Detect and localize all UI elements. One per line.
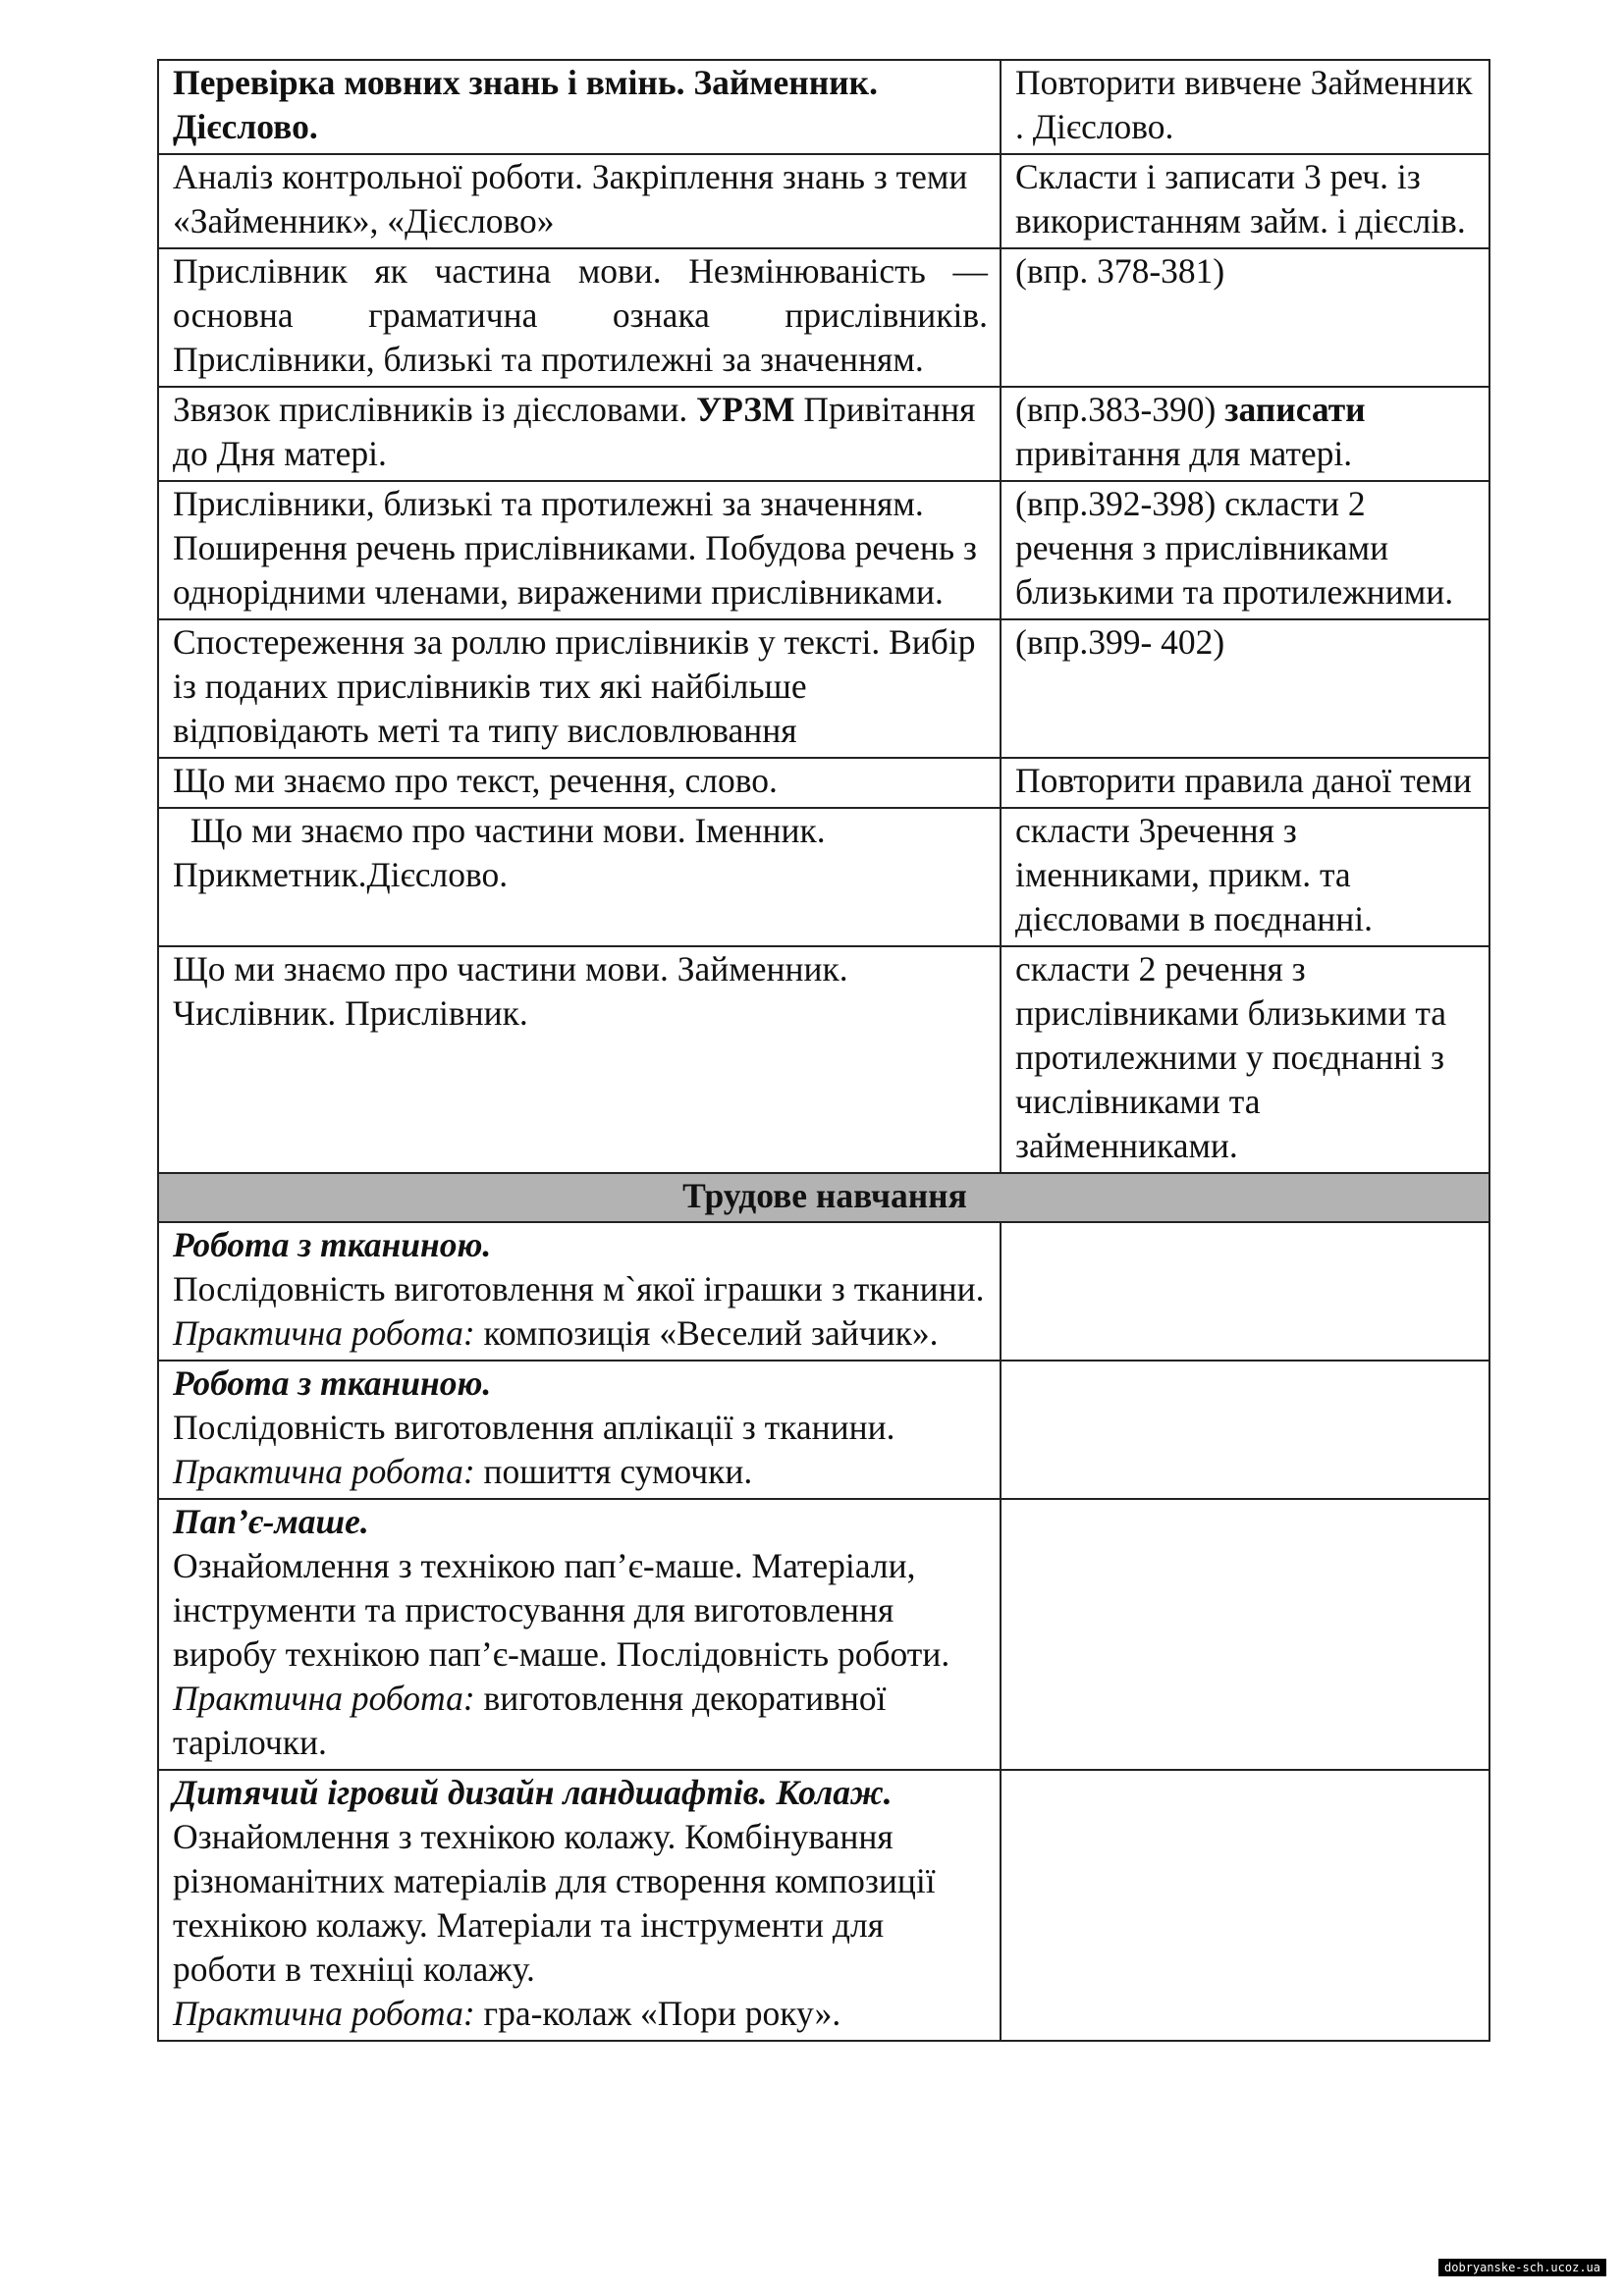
lesson-body: Ознайомлення з технікою пап’є-маше. Матеріали, інструменти та пристосування для виготовлення виробу технікою пап’є-маше. Послідовність роботи.: [173, 1546, 950, 1674]
homework-cell: [1001, 619, 1489, 758]
practical-label: Практична робота:: [173, 1313, 475, 1353]
homework-cell: [1001, 154, 1489, 248]
homework-cell: [1001, 1499, 1489, 1770]
section-header-row: [158, 1173, 1489, 1222]
topic-cell: [158, 808, 1001, 946]
practical-label: Практична робота:: [173, 1994, 475, 2033]
homework-cell: [1001, 387, 1489, 481]
table-row: [158, 60, 1489, 154]
homework-text: (впр.399- 402): [1015, 622, 1225, 662]
topic-cell: [158, 758, 1001, 808]
homework-cell: [1001, 758, 1489, 808]
topic-cell: [158, 60, 1001, 154]
table-row: [158, 946, 1489, 1173]
topic-text: Що ми знаємо про частини мови. Займенник. Числівник. Прислівник.: [173, 949, 848, 1033]
homework-cell: [1001, 1222, 1489, 1361]
lesson-body: Послідовність виготовлення аплікації з тканини.: [173, 1408, 895, 1447]
table-row: [158, 758, 1489, 808]
topic-cell: [158, 248, 1001, 387]
homework-text: скласти 2 речення з прислівниками близькими та протилежними у поєднанні з числівниками та займенниками.: [1015, 949, 1447, 1165]
topic-cell: [158, 154, 1001, 248]
topic-text-part: Привітання до Дня матері.: [173, 390, 976, 473]
topic-text: Що ми знаємо про частини мови. Іменник. Прикметник.Дієслово.: [173, 811, 835, 894]
practical-label: Практична робота:: [173, 1679, 475, 1718]
homework-cell: [1001, 946, 1489, 1173]
topic-text: Аналіз контрольної роботи. Закріплення знань з теми «Займенник», «Дієслово»: [173, 157, 968, 240]
homework-text: Повторити вивчене Займенник . Дієслово.: [1015, 63, 1473, 146]
homework-text: Повторити правила даної теми: [1015, 761, 1472, 800]
topic-cell: [158, 387, 1001, 481]
table-row: [158, 808, 1489, 946]
watermark: dobryanske-sch.ucoz.ua: [1438, 2259, 1606, 2276]
lesson-body: Ознайомлення з технікою колажу. Комбінування різноманітних матеріалів для створення композиції технікою колажу. Матеріали та інструменти для роботи в техніці колажу.: [173, 1817, 936, 1989]
table-row: [158, 154, 1489, 248]
lesson-body: Послідовність виготовлення м`якої іграшки з тканини.: [173, 1269, 985, 1308]
lesson-title: Робота з тканиною.: [173, 1225, 492, 1264]
topic-cell: [158, 1770, 1001, 2041]
table-row: [158, 1499, 1489, 1770]
topic-text: Спостереження за роллю прислівників у тексті. Вибір із поданих прислівників тих які найбільше відповідають меті та типу висловлювання: [173, 622, 976, 750]
lesson-title: Пап’є-маше.: [173, 1502, 369, 1541]
practical-label: Практична робота:: [173, 1452, 475, 1491]
lesson-plan-table: [157, 59, 1490, 2042]
topic-text: Що ми знаємо про текст, речення, слово.: [173, 761, 778, 800]
table-row: [158, 1770, 1489, 2041]
homework-cell: [1001, 1770, 1489, 2041]
topic-text-part: Звязок прислівників із дієсловами.: [173, 390, 697, 429]
homework-text-bold: записати: [1224, 390, 1366, 429]
homework-cell: [1001, 60, 1489, 154]
homework-cell: [1001, 1361, 1489, 1499]
topic-text: Прислівники, близькі та протилежні за значенням. Поширення речень прислівниками. Побудова речень з однорідними членами, вираженими прислівниками.: [173, 484, 977, 612]
homework-text-part: привітання для матері.: [1015, 434, 1353, 473]
table-row: [158, 248, 1489, 387]
lesson-title: Дитячий ігровий дизайн ландшафтів. Колаж.: [173, 1773, 893, 1812]
topic-cell: [158, 946, 1001, 1173]
homework-text: Скласти і записати 3 реч. із використанням займ. і дієслів.: [1015, 157, 1466, 240]
table-row: [158, 619, 1489, 758]
practical-text: гра-колаж «Пори року».: [474, 1994, 841, 2033]
topic-text: Перевірка мовних знань і вмінь. Займенник. Дієслово.: [173, 63, 878, 146]
topic-cell: [158, 1222, 1001, 1361]
table-row: [158, 387, 1489, 481]
practical-text: композиція «Веселий зайчик».: [474, 1313, 939, 1353]
topic-cell: [158, 1499, 1001, 1770]
practical-text: пошиття сумочки.: [474, 1452, 753, 1491]
homework-text: (впр.392-398) скласти 2 речення з прислівниками близькими та протилежними.: [1015, 484, 1454, 612]
practical-text: виготовлення декоративної тарілочки.: [173, 1679, 887, 1762]
homework-text: скласти 3речення з іменниками, прикм. та дієсловами в поєднанні.: [1015, 811, 1373, 938]
lesson-title: Робота з тканиною.: [173, 1363, 492, 1403]
homework-cell: [1001, 808, 1489, 946]
homework-text-part: (впр.383-390): [1015, 390, 1225, 429]
table-row: [158, 1222, 1489, 1361]
topic-text-bold: УРЗМ: [696, 390, 795, 429]
homework-cell: [1001, 481, 1489, 619]
topic-cell: [158, 481, 1001, 619]
homework-cell: [1001, 248, 1489, 387]
table-row: [158, 481, 1489, 619]
topic-text: Прислівник як частина мови. Незмінюваність — основна граматична ознака прислівників. Прислівники, близькі та протилежні за значенням.: [173, 251, 988, 379]
homework-text: (впр. 378-381): [1015, 251, 1225, 291]
topic-cell: [158, 619, 1001, 758]
section-title: Трудове навчання: [158, 1173, 1489, 1222]
table-row: [158, 1361, 1489, 1499]
topic-cell: [158, 1361, 1001, 1499]
